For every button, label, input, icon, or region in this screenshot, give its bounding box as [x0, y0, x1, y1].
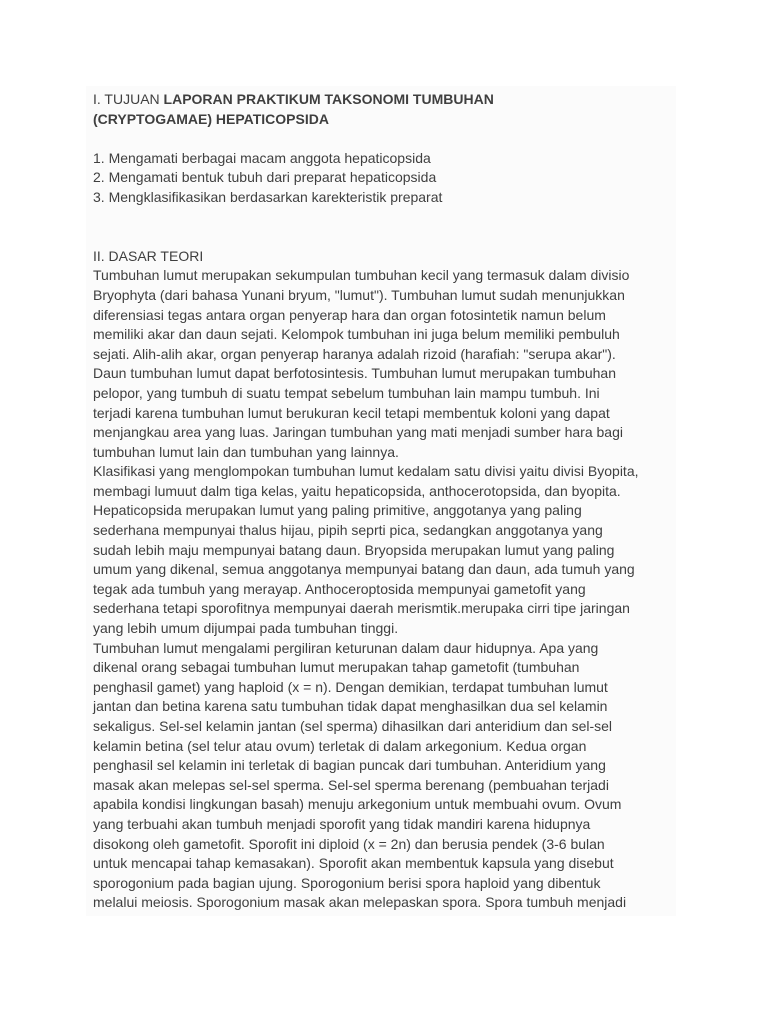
document-body — [86, 86, 676, 916]
theory-line: untuk mencapai tahap kemasakan). Sporofit akan membentuk kapsula yang disebut — [93, 855, 614, 872]
theory-line: Bryophyta (dari bahasa Yunani bryum, "lumut"). Tumbuhan lumut sudah menunjukkan — [93, 286, 625, 303]
objective-item: 2. Mengamati bentuk tubuh dari preparat hepaticopsida — [93, 169, 437, 186]
theory-line: sporogonium pada bagian ujung. Sporogonium berisi spora haploid yang dibentuk — [93, 874, 601, 891]
theory-line: penghasil sel kelamin ini terletak di bagian puncak dari tumbuhan. Anteridium yang — [93, 757, 606, 774]
theory-line: menjangkau area yang luas. Jaringan tumbuhan yang mati menjadi sumber hara bagi — [93, 424, 623, 441]
theory-line: memiliki akar dan daun sejati. Kelompok tumbuhan ini juga belum memiliki pembuluh — [93, 326, 620, 343]
theory-line: masak akan melepas sel-sel sperma. Sel-sel sperma berenang (pembuahan terjadi — [93, 776, 609, 793]
report-title-line-2: (CRYPTOGAMAE) HEPATICOPSIDA — [93, 110, 329, 127]
theory-line: Tumbuhan lumut merupakan sekumpulan tumbuhan kecil yang termasuk dalam divisio — [93, 267, 630, 284]
section-2-heading: II. DASAR TEORI — [93, 247, 204, 264]
theory-line: tumbuhan lumut lain dan tumbuhan yang lainnya. — [93, 443, 399, 460]
theory-line: apabila kondisi lingkungan basah) menuju arkegonium untuk membuahi ovum. Ovum — [93, 796, 622, 813]
theory-line: sekaligus. Sel-sel kelamin jantan (sel sperma) dihasilkan dari anteridium dan sel-sel — [93, 718, 613, 734]
theory-line: tegak ada tumbuh yang merayap. Anthoceroptosida mempunyai gametofit yang — [93, 580, 586, 597]
theory-line: diferensiasi tegas antara organ penyerap hara dan organ fotosintetik namun belum — [93, 306, 606, 323]
objective-item: 1. Mengamati berbagai macam anggota hepaticopsida — [93, 149, 431, 166]
theory-line: umum yang dikenal, semua anggotanya mempunyai batang dan daun, ada tumuh yang — [93, 561, 635, 578]
theory-paragraphs — [93, 266, 676, 913]
theory-line: yang lebih umum dijumpai pada tumbuhan tinggi. — [93, 620, 399, 637]
objective-item: 3. Mengklasifikasikan berdasarkan karekteristik preparat — [93, 188, 443, 205]
theory-line: disokong oleh gametofit. Sporofit ini diploid (x = 2n) dan berusia pendek (3-6 bulan — [93, 835, 605, 852]
theory-line: membagi lumuut dalm tiga kelas, yaitu hepaticopsida, anthocerotopsida, dan byopita. — [93, 482, 621, 499]
theory-line: Daun tumbuhan lumut dapat berfotosintesis. Tumbuhan lumut merupakan tumbuhan — [93, 365, 616, 382]
theory-line: Tumbuhan lumut mengalami pergiliran keturunan dalam daur hidupnya. Apa yang — [93, 639, 599, 656]
theory-line: sejati. Alih-alih akar, organ penyerap haranya adalah rizoid (harafiah: "serupa akar"). — [93, 345, 616, 362]
theory-line: penghasil gamet) yang haploid (x = n). Dengan demikian, terdapat tumbuhan lumut — [93, 678, 608, 695]
theory-line: jantan dan betina karena satu tumbuhan tidak dapat menghasilkan dua sel kelamin — [93, 698, 608, 715]
theory-line: Klasifikasi yang menglompokan tumbuhan lumut kedalam satu divisi yaitu divisi Byopita, — [93, 463, 639, 480]
objectives-list — [93, 149, 676, 208]
theory-line: sederhana tetapi sporofitnya mempunyai daerah merismtik.merupaka cirri tipe jaringan — [93, 600, 630, 617]
theory-line: sederhana mempunyai thalus hijau, pipih seprti pica, sedangkan anggotanya yang — [93, 522, 603, 539]
report-title-line-1: LAPORAN PRAKTIKUM TAKSONOMI TUMBUHAN — [163, 91, 494, 107]
theory-line: sudah lebih maju mempunyai batang daun. Bryopsida merupakan lumut yang paling — [93, 541, 615, 558]
section-1-prefix: I. TUJUAN — [93, 91, 164, 107]
theory-line: terjadi karena tumbuhan lumut berukuran kecil tetapi membentuk koloni yang dapat — [93, 404, 610, 421]
theory-line: Hepaticopsida merupakan lumut yang paling primitive, anggotanya yang paling — [93, 502, 582, 519]
theory-line: pelopor, yang tumbuh di suatu tempat sebelum tumbuhan lain mampu tumbuh. Ini — [93, 384, 600, 401]
theory-line: yang terbuahi akan tumbuh menjadi sporofit yang tidak mandiri karena hidupnya — [93, 815, 591, 832]
theory-line: dikenal orang sebagai tumbuhan lumut merupakan tahap gametofit (tumbuhan — [93, 659, 580, 676]
theory-line: kelamin betina (sel telur atau ovum) terletak di dalam arkegonium. Kedua organ — [93, 737, 587, 754]
section-1-heading — [93, 90, 676, 110]
theory-line: melalui meiosis. Sporogonium masak akan melepaskan spora. Spora tumbuh menjadi — [93, 894, 627, 911]
